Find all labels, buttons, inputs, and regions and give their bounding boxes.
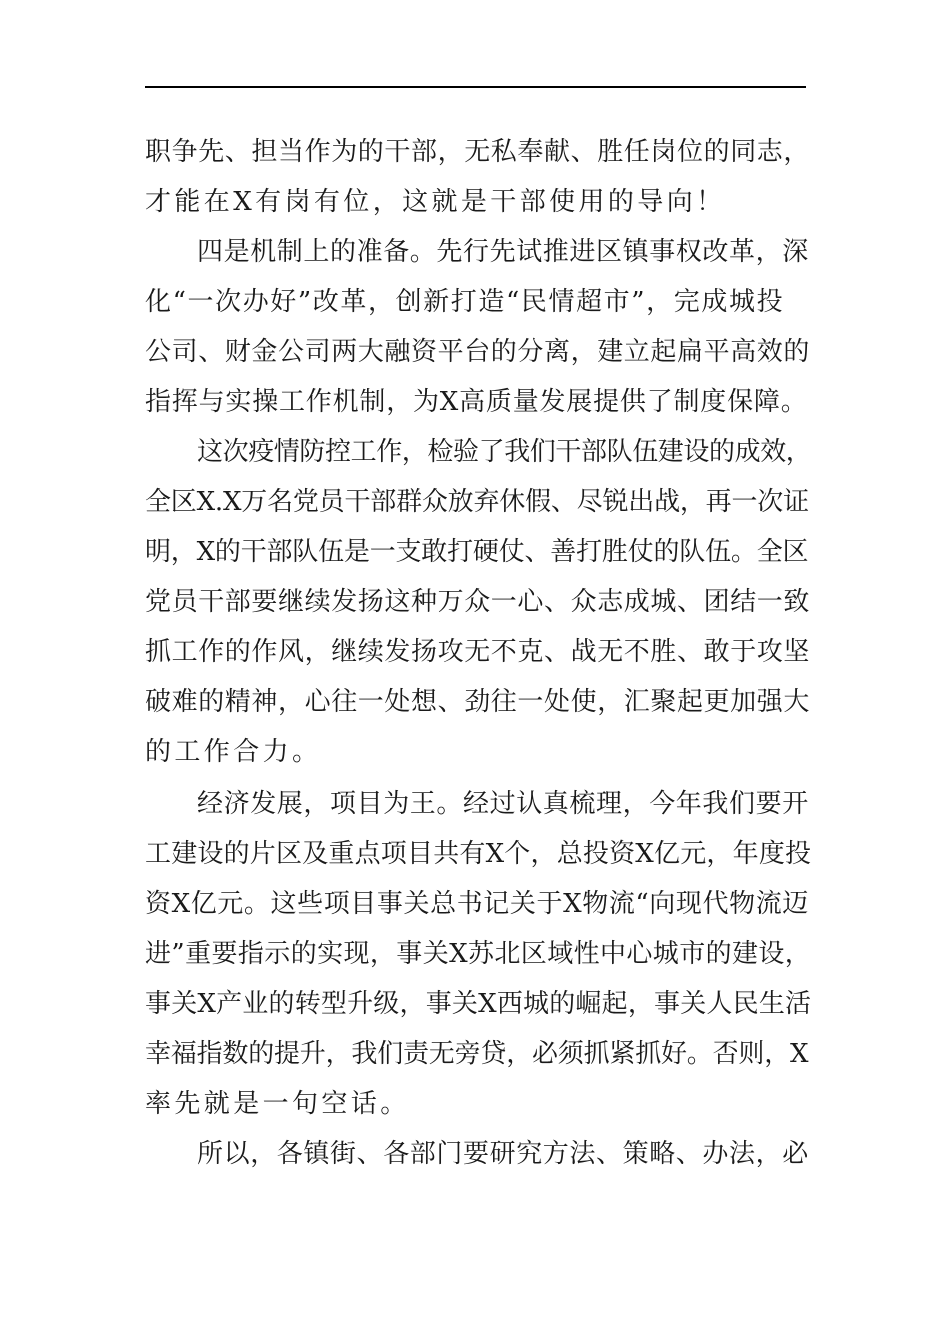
- text-line: 全区X.X万名党员干部群众放弃休假、尽锐出战，再一次证: [145, 487, 809, 517]
- text-line: 党员干部要继续发扬这种万众一心、众志成城、团结一致: [145, 587, 811, 617]
- paragraph-first-line: 这次疫情防控工作，检验了我们干部队伍建设的成效，: [197, 437, 812, 467]
- paragraph-first-line: 四是机制上的准备。先行先试推进区镇事权改革，深: [197, 237, 809, 267]
- paragraph-first-line: 所以，各镇街、各部门要研究方法、策略、办法，必: [197, 1139, 809, 1169]
- text-line: 事关X产业的转型升级，事关X西城的崛起，事关人民生活: [145, 989, 812, 1019]
- header-rule: [145, 86, 806, 88]
- text-line: 公司、财金公司两大融资平台的分离，建立起扁平高效的: [145, 337, 811, 367]
- text-line: 化“一次办好”改革，创新打造“民情超市”，完成城投: [145, 287, 785, 317]
- text-line: 职争先、担当作为的干部，无私奉献、胜任岗位的同志，: [145, 137, 811, 167]
- text-line: 资X亿元。这些项目事关总书记关于X物流“向现代物流迈: [145, 889, 809, 919]
- paragraph-first-line: 经济发展，项目为王。经过认真梳理，今年我们要开: [197, 789, 809, 819]
- text-line: 进”重要指示的实现，事关X苏北区域性中心城市的建设，: [145, 939, 812, 969]
- text-line: 明，X的干部队伍是一支敢打硬仗、善打胜仗的队伍。全区: [145, 537, 809, 567]
- text-line: 指挥与实操工作机制，为X高质量发展提供了制度保障。: [145, 387, 808, 417]
- text-line: 抓工作的作风，继续发扬攻无不克、战无不胜、敢于攻坚: [145, 637, 811, 667]
- text-line: 才能在X有岗有位，这就是干部使用的导向！: [145, 187, 726, 217]
- text-line: 的工作合力。: [145, 737, 322, 767]
- text-line: 破难的精神，心往一处想、劲往一处使，汇聚起更加强大: [145, 687, 811, 717]
- text-line: 幸福指数的提升，我们责无旁贷，必须抓紧抓好。否则，X: [145, 1039, 809, 1069]
- text-line: 工建设的片区及重点项目共有X个，总投资X亿元，年度投: [145, 839, 812, 869]
- text-line: 率先就是一句空话。: [145, 1089, 410, 1119]
